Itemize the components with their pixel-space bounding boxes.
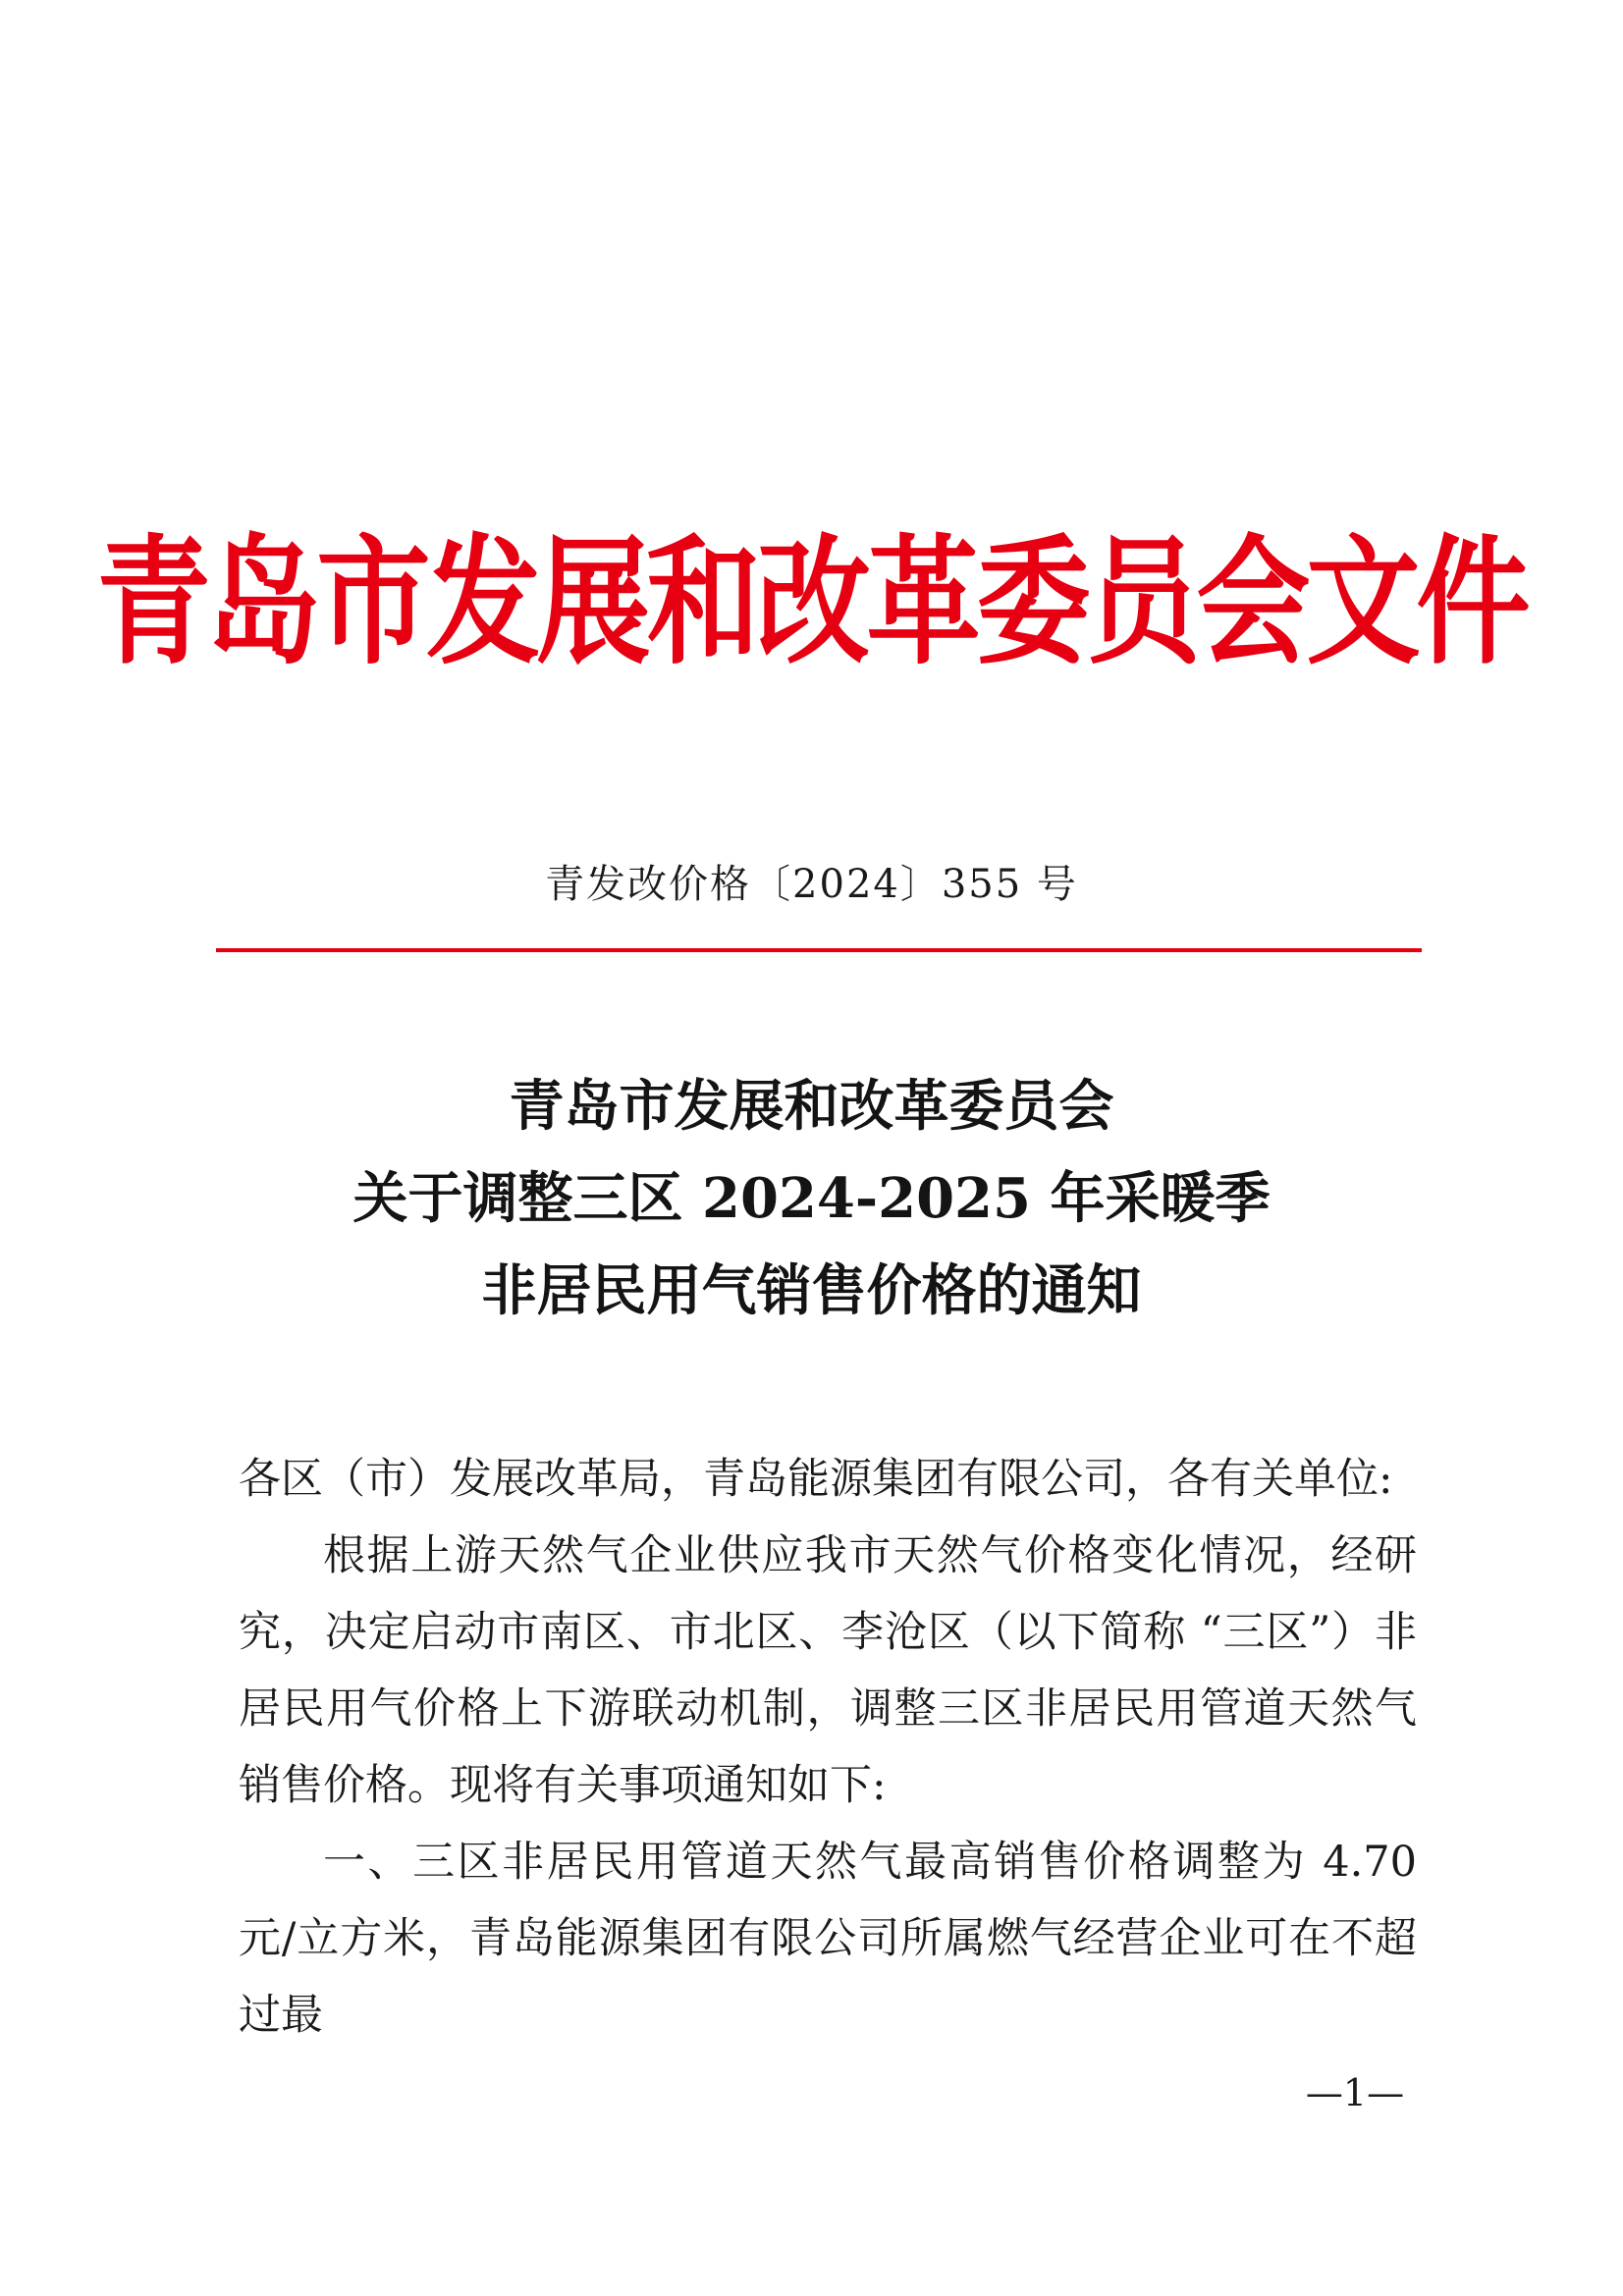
title-line: 关于调整三区 2024-2025 年采暖季 (352, 1166, 1271, 1231)
title-line: 青岛市发展和改革委员会 (509, 1074, 1114, 1139)
body-paragraph: 一、三区非居民用管道天然气最高销售价格调整为 4.70 元/立方米，青岛能源集团有限公司所属燃气经营企业可在不超过最 (239, 1838, 1417, 2040)
title-line: 非居民用气销售价格的通知 (481, 1258, 1142, 1323)
page-number: —1— (1305, 2071, 1405, 2114)
document-number: 青发改价格〔2024〕355 号 (545, 862, 1078, 907)
red-divider-line (216, 948, 1422, 952)
body-paragraph: 根据上游天然气企业供应我市天然气价格变化情况，经研究，决定启动市南区、市北区、李沧区（以下简称 “三区”）非居民用气价格上下游联动机制，调整三区非居民用管道天然气销售价格。现将有关事项通知如下: (239, 1531, 1417, 1810)
document-body (239, 1441, 1417, 2054)
salutation: 各区（市）发展改革局，青岛能源集团有限公司，各有关单位: (239, 1455, 1393, 1504)
document-title (0, 1060, 1623, 1337)
issuer-header: 青岛市发展和改革委员会文件 (96, 522, 1527, 684)
